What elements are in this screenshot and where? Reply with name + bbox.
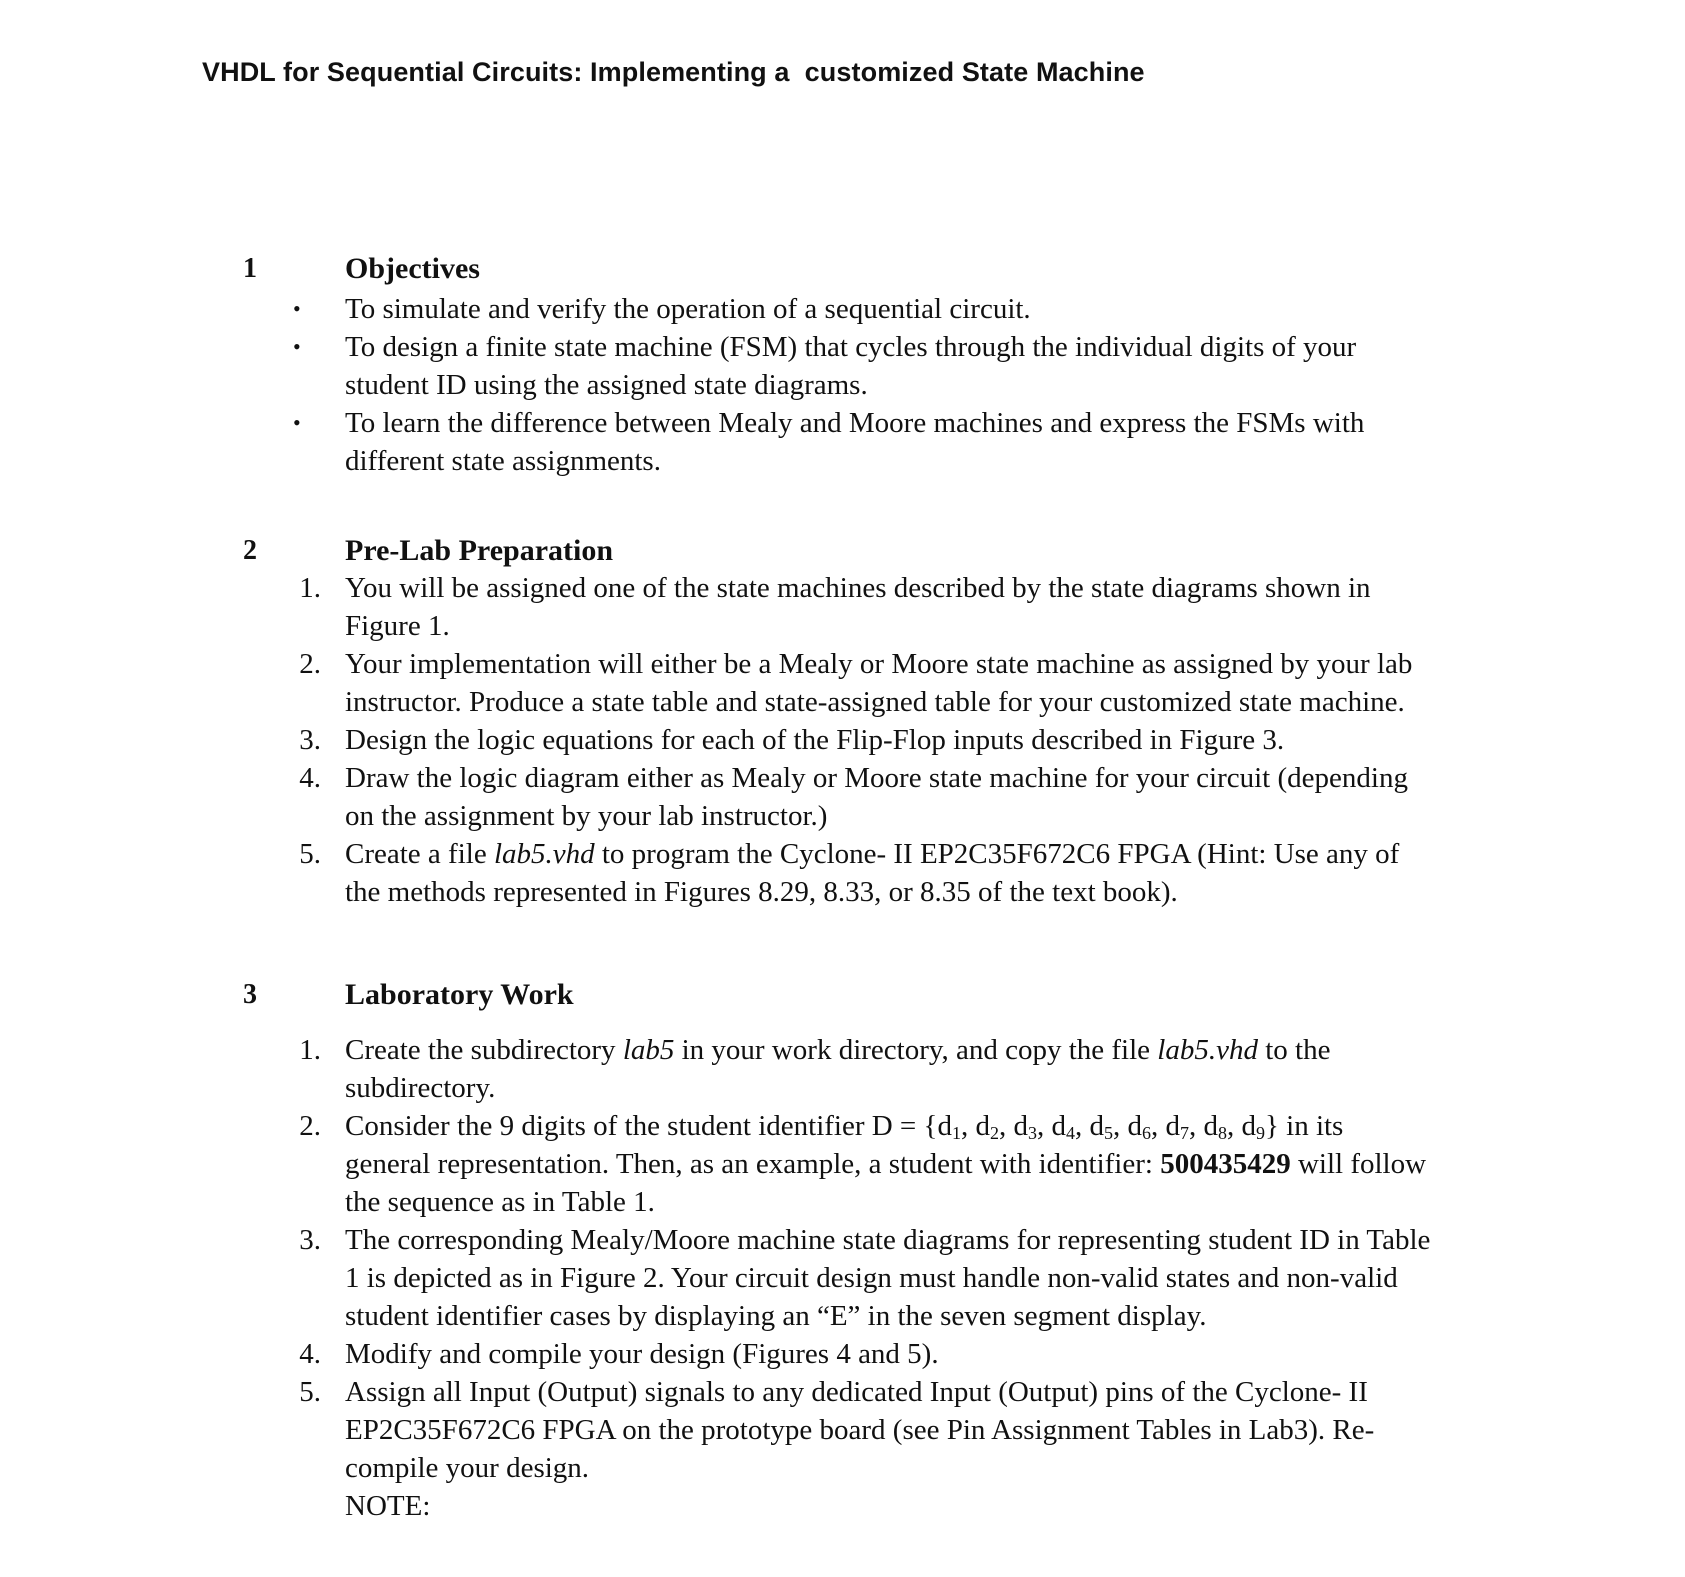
text-run: to program the Cyclone- II EP2C35F672C6 FPGA (Hint: Use any of: [594, 838, 1400, 870]
bullet-icon: •: [293, 410, 301, 435]
text-run: Create a file: [345, 838, 494, 870]
labwork-item: [299, 1335, 1505, 1373]
section-1-number: 1: [243, 253, 257, 284]
item-line: You will be assigned one of the state machines described by the state diagrams shown in: [345, 572, 1371, 604]
objective-item: [293, 328, 1505, 404]
digit-subscript: 9: [1255, 1123, 1265, 1143]
text-run: to the: [1257, 1034, 1331, 1066]
item-number: 1.: [299, 572, 321, 604]
item-number: 4.: [299, 1338, 321, 1370]
document-title: VHDL for Sequential Circuits: Implementing a customized State Machine: [202, 57, 1145, 87]
text-run: Create the subdirectory: [345, 1034, 623, 1066]
digit-separator: , d: [960, 1110, 990, 1142]
item-line: Assign all Input (Output) signals to any dedicated Input (Output) pins of the Cyclone- II: [345, 1376, 1368, 1408]
item-line: the sequence as in Table 1.: [345, 1186, 655, 1218]
item-line: [345, 835, 1505, 873]
note-label: NOTE:: [345, 1490, 431, 1522]
item-number: 5.: [299, 838, 321, 870]
text-run: in its: [1278, 1110, 1344, 1142]
item-number: 1.: [299, 1034, 321, 1066]
item-line: Modify and compile your design (Figures 4 and 5).: [345, 1338, 939, 1370]
prelab-item: [299, 645, 1505, 721]
item-line: student identifier cases by displaying an “E” in the seven segment display.: [345, 1300, 1207, 1332]
digit-subscript: 2: [989, 1123, 999, 1143]
item-number: 3.: [299, 1224, 321, 1256]
labwork-item: [299, 1107, 1505, 1221]
item-line: To design a finite state machine (FSM) that cycles through the individual digits of your: [345, 331, 1357, 363]
prelab-item: [299, 759, 1505, 835]
item-line: compile your design.: [345, 1452, 590, 1484]
digit-subscript: 6: [1141, 1123, 1151, 1143]
bullet-icon: •: [293, 296, 301, 321]
item-number: 2.: [299, 648, 321, 680]
bullet-icon: •: [293, 334, 301, 359]
digit-separator: }: [1264, 1110, 1279, 1142]
labwork-item: [299, 1221, 1505, 1335]
item-line: Figure 1.: [345, 610, 450, 642]
dirname-lab5: lab5: [622, 1034, 675, 1066]
section-2-heading: Pre-Lab Preparation: [345, 534, 614, 567]
digit-separator: , d: [998, 1110, 1028, 1142]
digit-subscript: 1: [951, 1123, 961, 1143]
item-line: [345, 1145, 1505, 1183]
section-3-number: 3: [243, 979, 257, 1010]
section-1-heading: Objectives: [345, 252, 480, 285]
digit-set: [952, 1110, 1279, 1142]
text-run: Consider the 9 digits of the student identifier D = {d: [345, 1110, 952, 1142]
item-line: Design the logic equations for each of the Flip-Flop inputs described in Figure 3.: [345, 724, 1285, 756]
example-student-id: 500435429: [1160, 1148, 1291, 1180]
item-line: different state assignments.: [345, 445, 661, 477]
section-2-number: 2: [243, 535, 257, 566]
item-line: on the assignment by your lab instructor.): [345, 800, 828, 832]
item-number: 5.: [299, 1376, 321, 1408]
prelab-item: [299, 569, 1505, 645]
text-run: in your work directory, and copy the file: [674, 1034, 1158, 1066]
text-run: general representation. Then, as an example, a student with identifier:: [345, 1148, 1161, 1180]
labwork-item: [299, 1031, 1505, 1107]
filename-lab5-vhd: lab5.vhd: [1157, 1034, 1258, 1066]
objective-item: [293, 290, 1505, 328]
item-line: 1 is depicted as in Figure 2. Your circuit design must handle non-valid states and non-valid: [345, 1262, 1398, 1294]
item-line: [345, 1031, 1505, 1069]
text-run: will follow: [1290, 1148, 1427, 1180]
item-line: [345, 1107, 1505, 1145]
digit-subscript: 4: [1065, 1123, 1075, 1143]
item-number: 4.: [299, 762, 321, 794]
item-line: Draw the logic diagram either as Mealy or Moore state machine for your circuit (depending: [345, 762, 1408, 794]
digit-subscript: 5: [1103, 1123, 1113, 1143]
objective-item: [293, 404, 1505, 480]
digit-subscript: 7: [1179, 1123, 1189, 1143]
digit-separator: , d: [1226, 1110, 1256, 1142]
item-line: Your implementation will either be a Mealy or Moore state machine as assigned by your lab: [345, 648, 1413, 680]
prelab-item: [299, 835, 1505, 911]
item-line: instructor. Produce a state table and state-assigned table for your customized state machine.: [345, 686, 1405, 718]
item-line: subdirectory.: [345, 1072, 496, 1104]
item-line: To learn the difference between Mealy and Moore machines and express the FSMs with: [345, 407, 1365, 439]
digit-separator: , d: [1074, 1110, 1104, 1142]
digit-subscript: 3: [1027, 1123, 1037, 1143]
digit-separator: , d: [1036, 1110, 1066, 1142]
item-line: the methods represented in Figures 8.29, 8.33, or 8.35 of the text book).: [345, 876, 1178, 908]
item-line: EP2C35F672C6 FPGA on the prototype board (see Pin Assignment Tables in Lab3). Re-: [345, 1414, 1375, 1446]
digit-separator: , d: [1188, 1110, 1218, 1142]
item-number: 3.: [299, 724, 321, 756]
section-3-heading: Laboratory Work: [345, 978, 574, 1011]
prelab-item: [299, 721, 1505, 759]
item-number: 2.: [299, 1110, 321, 1142]
digit-separator: , d: [1112, 1110, 1142, 1142]
digit-separator: , d: [1150, 1110, 1180, 1142]
item-line: student ID using the assigned state diagrams.: [345, 369, 868, 401]
labwork-item: [299, 1373, 1505, 1525]
item-line: The corresponding Mealy/Moore machine state diagrams for representing student ID in Table: [345, 1224, 1431, 1256]
item-line: To simulate and verify the operation of a sequential circuit.: [345, 293, 1031, 325]
digit-subscript: 8: [1217, 1123, 1227, 1143]
filename-lab5-vhd: lab5.vhd: [493, 838, 595, 870]
